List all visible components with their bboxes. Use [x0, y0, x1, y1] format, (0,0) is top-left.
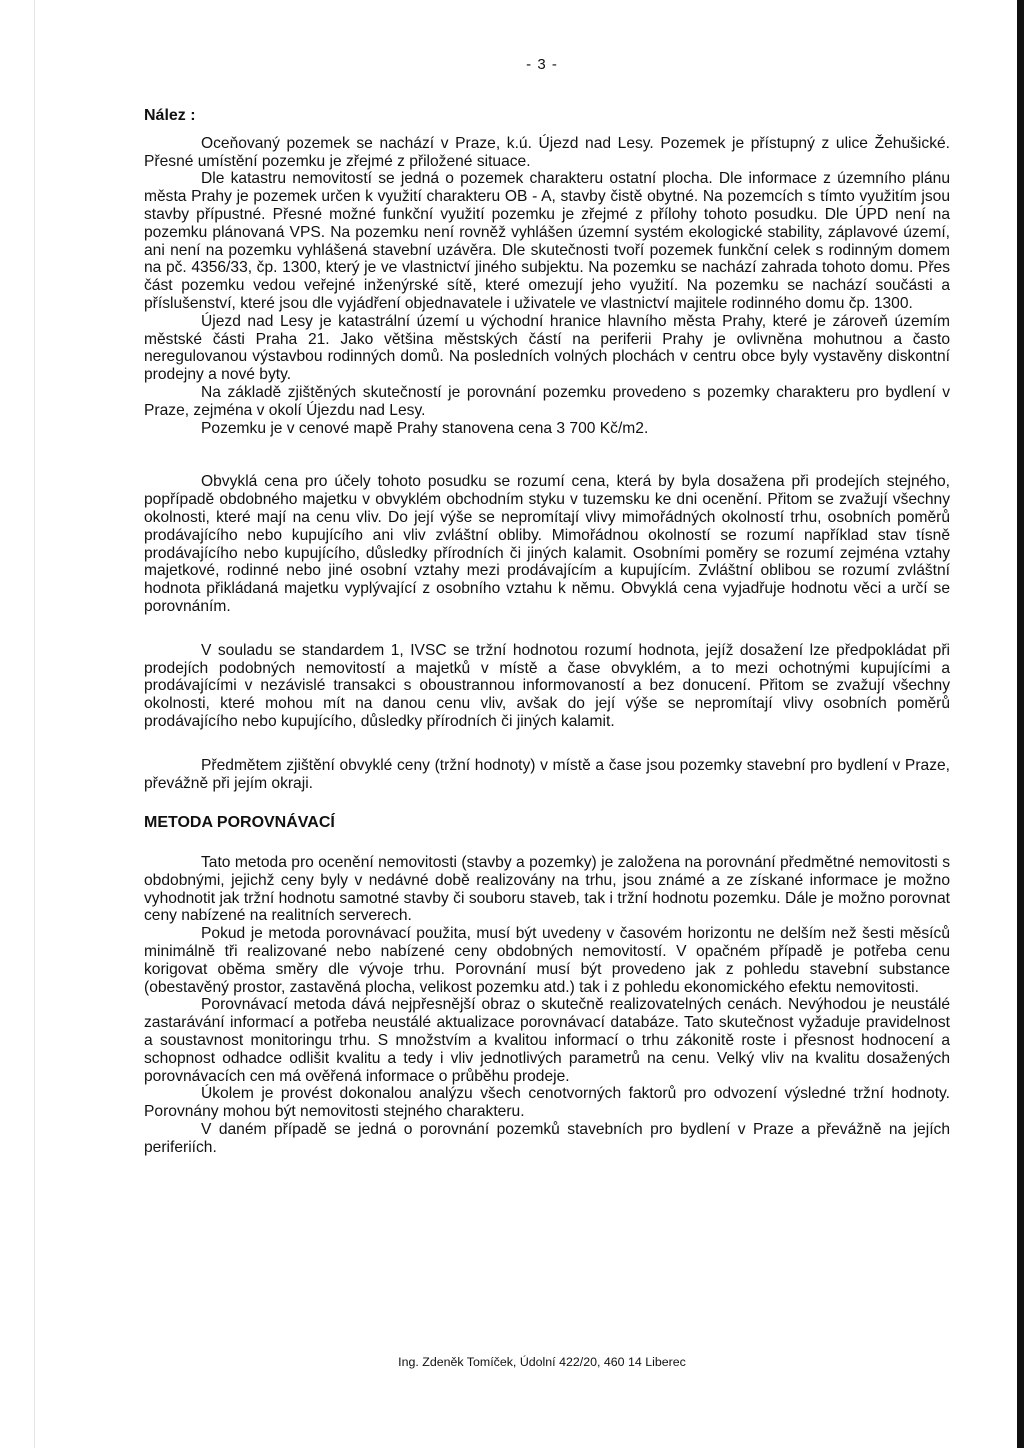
- section-heading-nalez: Nález :: [144, 107, 196, 124]
- paragraph-ivsc: V souladu se standardem 1, IVSC se tržní hodnotou rozumí hodnota, jejíž dosažení lze předpokládat při prodejích podobných nemovitostí a majetků v místě a čase obvyklém, a to mezi ochotnými kupujícími a prodávajícími v nezávislé transakci s oboustrannou informovaností a bez donucení. Přitom se zvažují všechny okolnosti, které mohou mít na danou cenu vliv, avšak do její výše se nepromítají vlivy osobních poměrů prodávajícího nebo kupujícího, důsledky přírodních či jiných kalamit.: [144, 641, 950, 730]
- scan-edge-right: [1017, 0, 1024, 1448]
- paragraph-metoda-case: V daném případě se jedná o porovnání pozemků stavebních pro bydlení v Praze a převážně na jejích periferiích.: [144, 1121, 950, 1156]
- paragraph-metoda-task: Úkolem je provést dokonalou analýzu všech cenotvorných faktorů pro odvození výsledné tržní hodnoty. Porovnány mohou být nemovitosti stejného charakteru.: [144, 1085, 950, 1121]
- paragraph-metoda-accuracy: Porovnávací metoda dává nejpřesnější obraz o skutečně realizovatelných cenách. Nevýhodou je neustálé zastarávání informací a potřeba neustálé aktualizace porovnávací databáze. Tato skutečnost vyžaduje pravidelnost a soustavnost monitoringu trhu. S množstvím a kvalitou informací o trhu zákonitě roste i přesnost hodnocení a schopnost odhadce odlišit kvalitu a tedy i vliv jednotlivých parametrů na cenu. Velký vliv na kvalitu dosažených porovnávacích cen má ověřená informace o průběhu prodeje.: [144, 996, 950, 1085]
- scan-edge-left: [34, 0, 35, 1448]
- paragraph-nalez-comparison: Na základě zjištěných skutečností je porovnání pozemku provedeno s pozemky charakteru pro bydlení v Praze, zejména v okolí Újezdu nad Lesy.: [144, 383, 950, 419]
- paragraph-nalez-cadastre: Dle katastru nemovitostí se jedná o pozemek charakteru ostatní plocha. Dle informace z územního plánu města Prahy je pozemek určen k využití charakteru OB - A, stavby čistě obytné. Na pozemcích s tímto využitím jsou stavby přípustné. Přesné možné funkční využití pozemku je zřejmé z přílohy tohoto posudku. Dle ÚPD není na pozemku plánovaná VPS. Na pozemku není rovněž vyhlášen územní systém ekologické stability, záplavové území, ani není na pozemku vyhlášená stavební uzávěra. Dle skutečnosti tvoří pozemek funkční celek s rodinným domem na pč. 4356/33, čp. 1300, který je ve vlastnictví jiného subjektu. Na pozemku se nachází zahrada tohoto domu. Přes část pozemku vedou veřejné inženýrské sítě, které omezují jeho využití. Na pozemku se nachází součásti a příslušenství, které jsou dle vyjádření objednavatele i uživatele ve vlastnictví majitele rodinného domu čp. 1300.: [144, 170, 950, 312]
- paragraph-nalez-ujezd: Újezd nad Lesy je katastrální území u východní hranice hlavního města Prahy, které je zároveň územím městské části Praha 21. Jako většina městských částí na periferii Prahy je ovlivněna mohutnou a často neregulovanou výstavbou rodinných domů. Na posledních volných plochách v centru obce byly vystavěny diskontní prodejny a nové byty.: [144, 312, 950, 384]
- page-footer: Ing. Zdeněk Tomíček, Údolní 422/20, 460 14 Liberec: [398, 1355, 686, 1369]
- paragraph-metoda-usage: Pokud je metoda porovnávací použita, musí být uvedeny v časovém horizontu ne delším než šesti měsíců minimálně tři realizované nebo nabízené ceny obdobných nemovitostí. V opačném případě je potřeba cenu korigovat oběma směry dle vývoje trhu. Porovnání musí být provedeno jak z pohledu stavební substance (obestavěný prostor, zastavěná plocha, velikost pozemku atd.) tak i z pohledu ekonomického efektu nemovitosti.: [144, 925, 950, 996]
- paragraph-metoda-intro: Tato metoda pro ocenění nemovitosti (stavby a pozemky) je založena na porovnání předmětné nemovitosti s obdobnými, jejichž ceny byly v nedávné době realizovány na trhu, jsou známé a ze získané informace je možno vyhodnotit jak tržní hodnotu samotné stavby či souboru staveb, tak i tržní hodnotu pozemku. Dále je možno porovnat ceny nabízené na realitních serverech.: [144, 854, 950, 925]
- document-body: [144, 107, 950, 1157]
- paragraph-nalez-location: Oceňovaný pozemek se nachází v Praze, k.ú. Újezd nad Lesy. Pozemek je přístupný z ulice Žehušické. Přesné umístění pozemku je zřejmé z přiložené situace.: [144, 134, 950, 170]
- paragraph-obvykla-cena: Obvyklá cena pro účely tohoto posudku se rozumí cena, která by byla dosažena při prodejích stejného, popřípadě obdobného majetku v obvyklém obchodním styku v tuzemsku ke dni ocenění. Přitom se zvažují všechny okolnosti, které mají na cenu vliv. Do její výše se nepromítají vlivy mimořádných okolností trhu, osobních poměrů prodávajícího nebo kupujícího ani vliv zvláštní obliby. Mimořádnou okolností se rozumí například stav tísně prodávajícího nebo kupujícího, důsledky přírodních či jiných kalamit. Osobními poměry se rozumí zejména vztahy majetkové, rodinné nebo jiné osobní vztahy mezi prodávajícím a kupujícím. Zvláštní oblibou se rozumí zvláštní hodnota přikládaná majetku vyplývající z osobního vztahu k němu. Obvyklá cena vyjadřuje hodnotu věci a určí se porovnáním.: [144, 473, 950, 615]
- paragraph-nalez-price-map: Pozemku je v cenové mapě Prahy stanovena cena 3 700 Kč/m2.: [201, 419, 649, 437]
- page-number: - 3 -: [526, 56, 558, 73]
- paragraph-predmet: Předmětem zjištění obvyklé ceny (tržní hodnoty) v místě a čase jsou pozemky stavební pro bydlení v Praze, převážně při jejím okraji.: [144, 756, 950, 792]
- section-heading-metoda: METODA POROVNÁVACÍ: [144, 814, 335, 832]
